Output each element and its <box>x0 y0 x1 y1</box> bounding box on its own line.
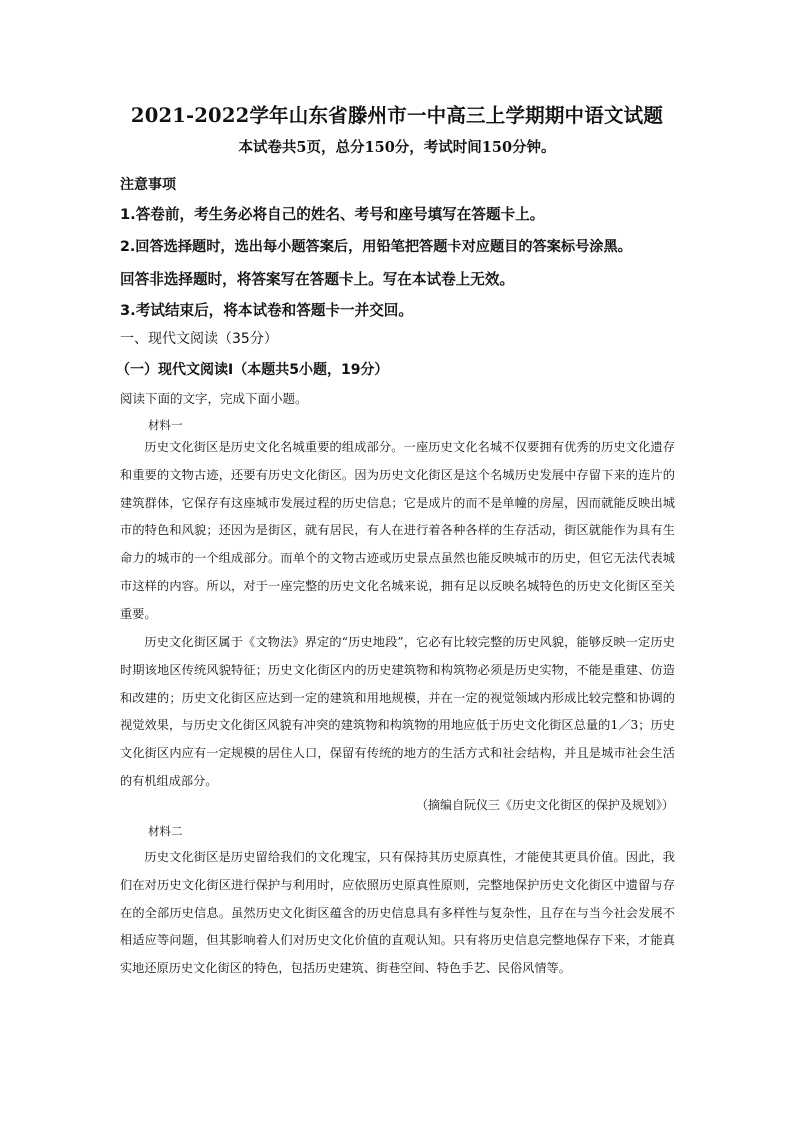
exam-subtitle: 本试卷共5页，总分150分，考试时间150分钟。 <box>238 139 556 156</box>
notice-item-1: 1.答卷前，考生务必将自己的姓名、考号和座号填写在答题卡上。 <box>120 206 545 223</box>
subsection-heading: （一）现代文阅读Ⅰ（本题共5小题，19分） <box>116 362 389 378</box>
notice-item-3: 3.考试结束后，将本试卷和答题卡一并交回。 <box>120 302 413 319</box>
material-1-label: 材料一 <box>148 418 183 432</box>
material-1-paragraph-1: 历史文化街区是历史文化名城重要的组成部分。一座历史文化名城不仅要拥有优秀的历史文化遗存和重要的文物古迹，还要有历史文化街区。因为历史文化街区是这个名城历史发展中存留下来的连片的建筑群体，它保存有这座城市发展过程的历史信息；它是成片的而不是单幢的房屋，因而就能反映出城市的特色和风貌；还因为是街区，就有居民，有人在进行着各种各样的生存活动，街区就能作为具有生命力的城市的一个组成部分。而单个的文物古迹或历史景点虽然也能反映城市的历史，但它无法代表城市这样的内容。所以，对于一座完整的历史文化名城来说，拥有足以反映名城特色的历史文化街区至关重要。 <box>120 440 675 621</box>
notice-item-2: 2.回答选择题时，选出每小题答案后，用铅笔把答题卡对应题目的答案标号涂黑。 <box>120 239 632 255</box>
reading-instruction: 阅读下面的文字，完成下面小题。 <box>120 391 308 406</box>
material-2-paragraph-1: 历史文化街区是历史留给我们的文化瑰宝，只有保持其历史原真性，才能使其更具价值。因此，我们在对历史文化街区进行保护与利用时，应依照历史原真性原则，完整地保护历史文化街区中遗留与存在的全部历史信息。虽然历史文化街区蕴含的历史信息具有多样性与复杂性，且存在与当今社会发展不相适应等问题，但其影响着人们对历史文化价值的直观认知。只有将历史信息完整地保存下来，才能真实地还原历史文化街区的特色，包括历史建筑、街巷空间、特色手艺、民俗风情等。 <box>120 850 675 976</box>
notice-heading: 注意事项 <box>120 177 176 193</box>
material-1-paragraph-2: 历史文化街区属于《文物法》界定的“历史地段”，它必有比较完整的历史风貌，能够反映一定历史时期该地区传统风貌特征；历史文化街区内的历史建筑物和构筑物必须是历史实物，不能是重建、仿造和改建的；历史文化街区应达到一定的建筑和用地规模，并在一定的视觉领域内形成比较完整和协调的视觉效果，与历史文化街区风貌有冲突的建筑物和构筑物的用地应低于历史文化街区总量的1／3；历史文化街区内应有一定规模的居住人口，保留有传统的地方的生活方式和社会结构，并且是城市社会生活的有机组成部分。 <box>120 635 675 788</box>
material-2-label: 材料二 <box>148 824 183 838</box>
material-1-citation: （摘编自阮仪三《历史文化街区的保护及规划》） <box>415 798 674 812</box>
notice-item-2-cont: 回答非选择题时，将答案写在答题卡上。写在本试卷上无效。 <box>120 271 515 288</box>
section-heading: 一、现代文阅读（35分） <box>120 331 278 347</box>
exam-title: 2021-2022学年山东省滕州市一中高三上学期期中语文试题 <box>130 104 664 127</box>
